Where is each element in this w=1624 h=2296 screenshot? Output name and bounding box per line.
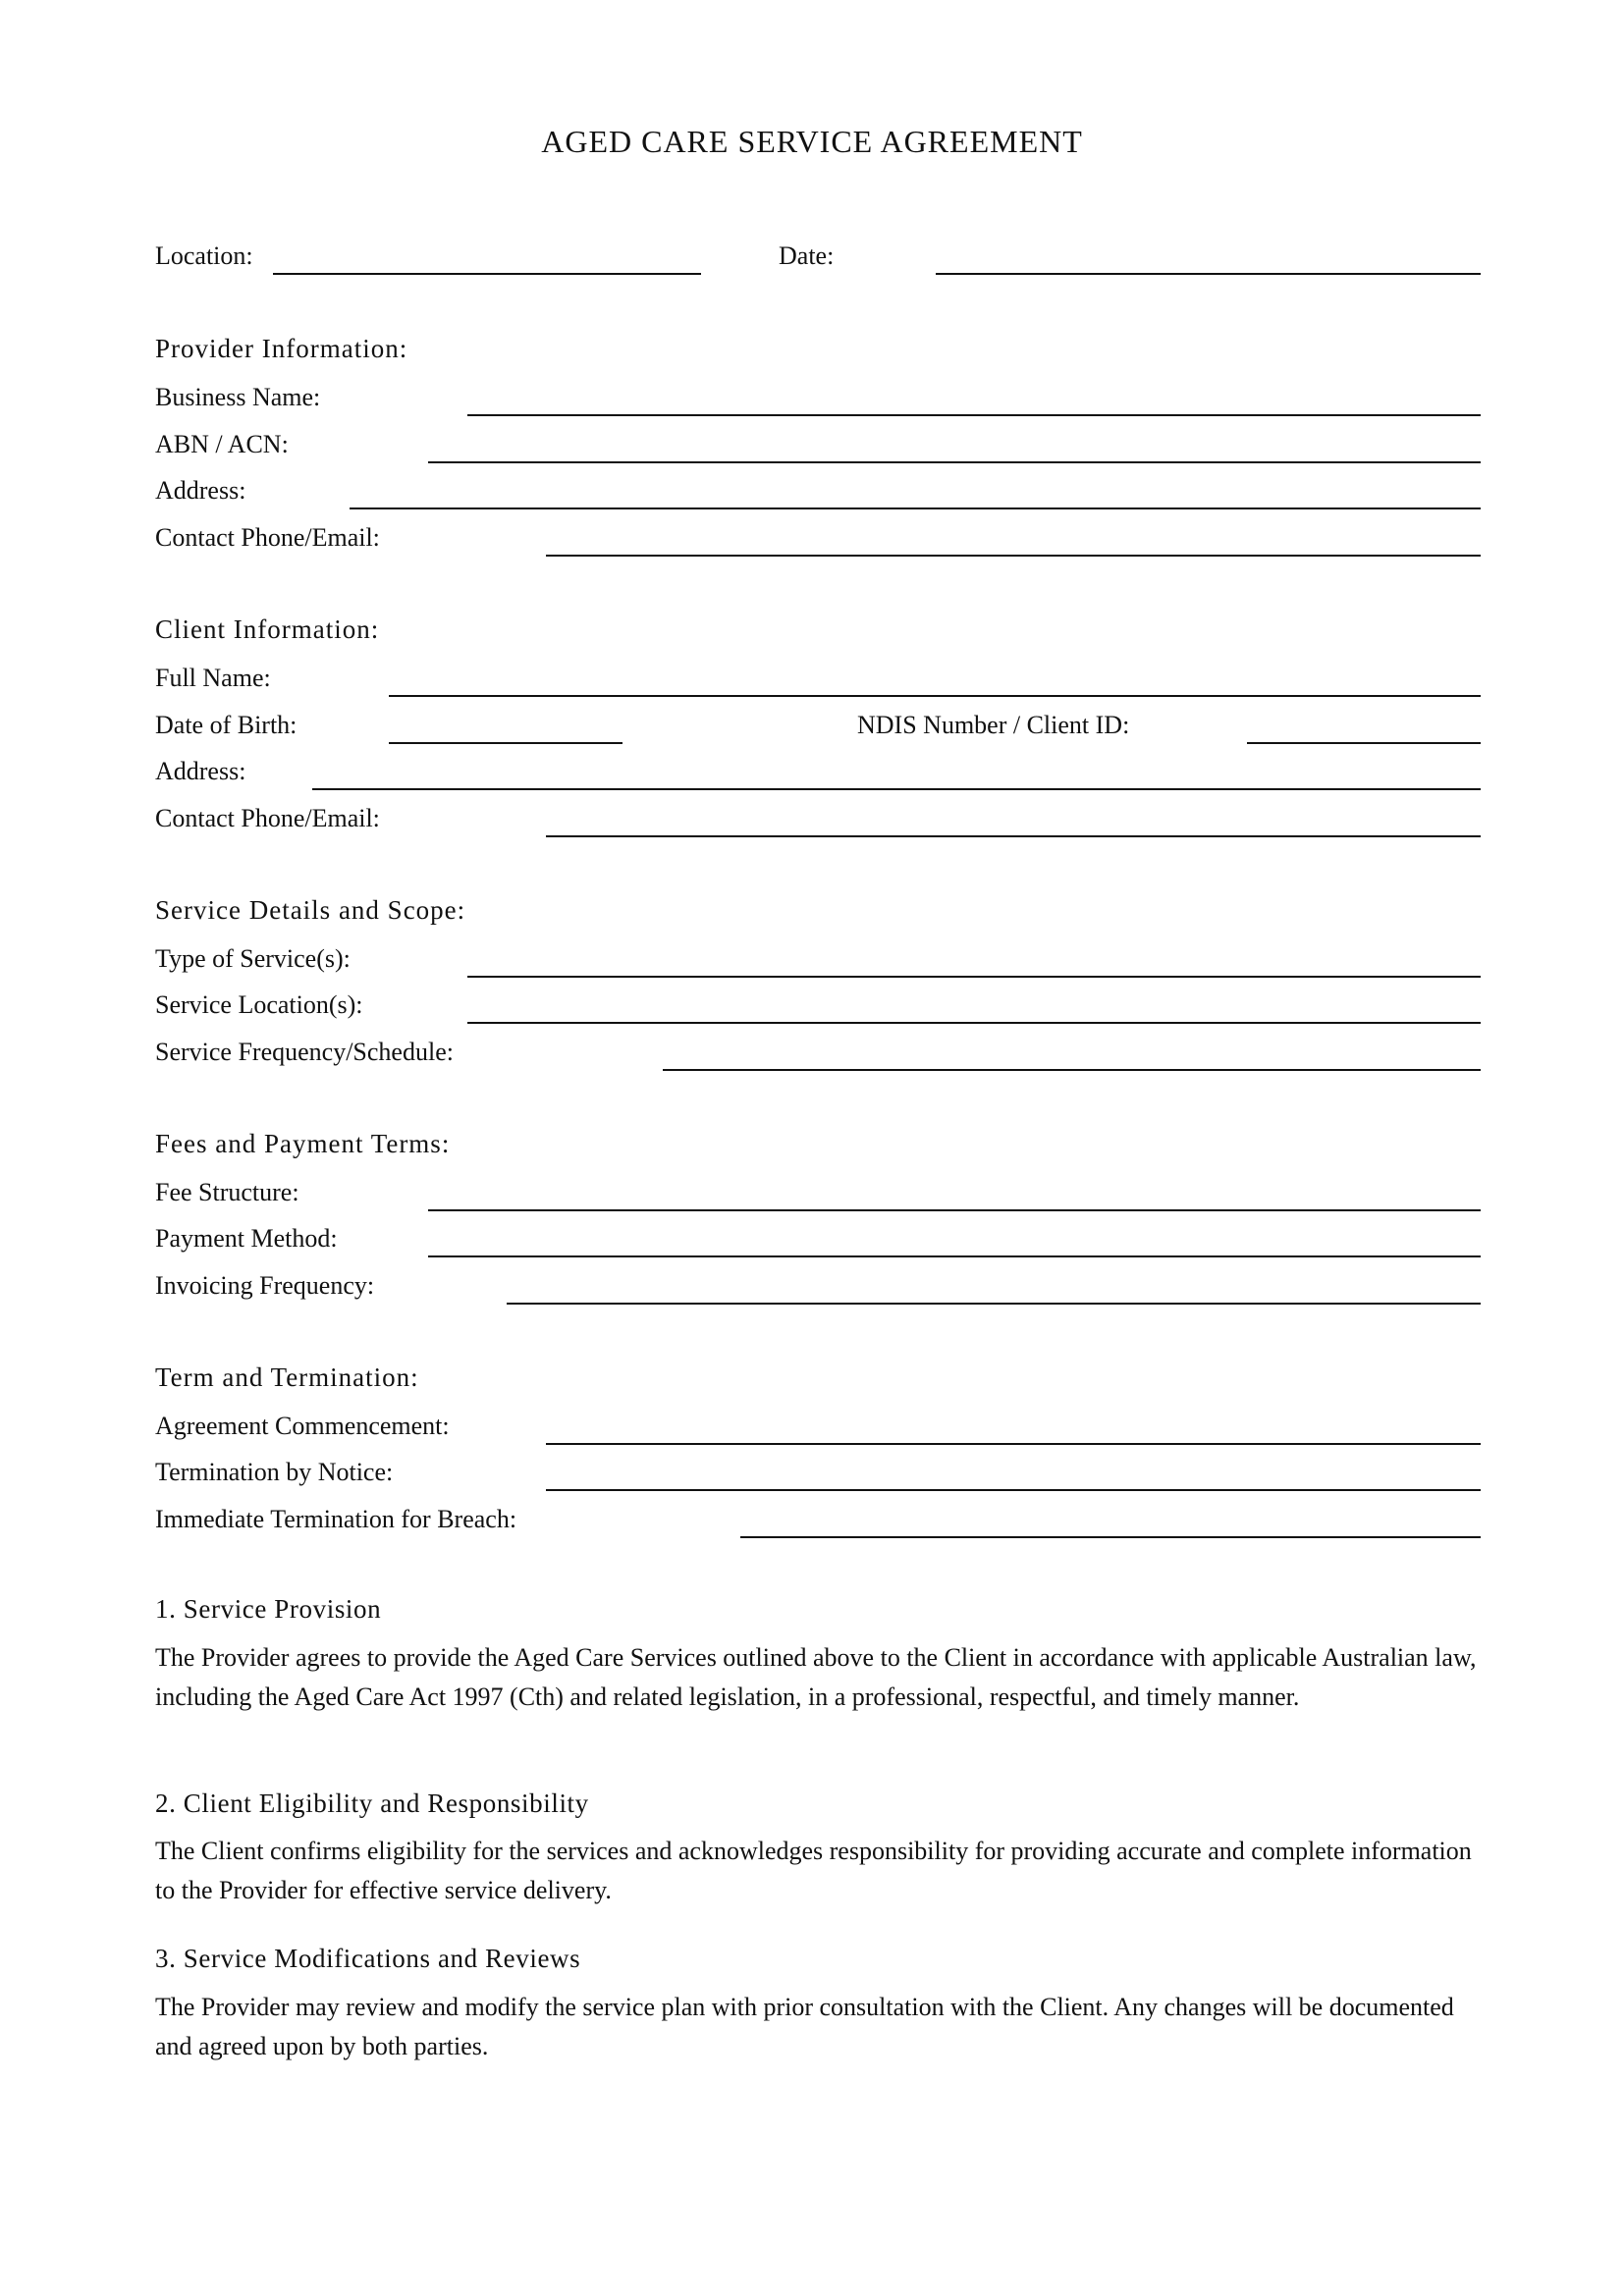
client-address-label: Address:	[155, 757, 246, 785]
abn-row	[0, 428, 1624, 475]
service-location-field[interactable]	[467, 1022, 1481, 1024]
client-address-row	[0, 755, 1624, 802]
payment-method-field[interactable]	[428, 1255, 1481, 1257]
clause-1-title: 1. Service Provision	[155, 1594, 382, 1624]
client-contact-row	[0, 802, 1624, 849]
service-type-field[interactable]	[467, 976, 1481, 978]
service-location-row	[0, 988, 1624, 1036]
fee-structure-label: Fee Structure:	[155, 1178, 299, 1206]
service-type-row	[0, 942, 1624, 989]
ndis-field[interactable]	[1247, 742, 1481, 744]
provider-address-label: Address:	[155, 476, 246, 505]
client-contact-field[interactable]	[546, 835, 1481, 837]
commencement-row	[0, 1410, 1624, 1457]
breach-label: Immediate Termination for Breach:	[155, 1505, 517, 1533]
fee-structure-field[interactable]	[428, 1209, 1481, 1211]
notice-label: Termination by Notice:	[155, 1458, 394, 1486]
service-heading: Service Details and Scope:	[155, 895, 466, 925]
business-name-field[interactable]	[467, 414, 1481, 416]
invoicing-field[interactable]	[507, 1303, 1481, 1305]
client-address-field[interactable]	[312, 788, 1481, 790]
payment-method-label: Payment Method:	[155, 1224, 338, 1253]
full-name-label: Full Name:	[155, 664, 271, 692]
notice-row	[0, 1456, 1624, 1503]
clause-1-body: The Provider agrees to provide the Aged Care Services outlined above to the Client in accordance with applicable Australian law, including the Aged Care Act 1997 (Cth) and related legislation, in a professional, respectful, and timely manner.	[155, 1643, 1477, 1711]
dob-label: Date of Birth:	[155, 711, 298, 739]
date-label: Date:	[779, 241, 835, 270]
client-contact-label: Contact Phone/Email:	[155, 804, 380, 832]
abn-label: ABN / ACN:	[155, 430, 289, 458]
provider-contact-field[interactable]	[546, 555, 1481, 557]
clause-2-body: The Client confirms eligibility for the services and acknowledges responsibility for providing accurate and complete information to the Provider for effective service delivery.	[155, 1837, 1472, 1904]
provider-address-field[interactable]	[350, 507, 1481, 509]
commencement-field[interactable]	[546, 1443, 1481, 1445]
service-type-label: Type of Service(s):	[155, 944, 351, 973]
date-field[interactable]	[936, 273, 1481, 275]
notice-field[interactable]	[546, 1489, 1481, 1491]
clause-3-body: The Provider may review and modify the service plan with prior consultation with the Client. Any changes will be documented and agreed upon by both parties.	[155, 1993, 1454, 2060]
provider-address-row	[0, 474, 1624, 521]
provider-contact-label: Contact Phone/Email:	[155, 523, 380, 552]
clause-2-title: 2. Client Eligibility and Responsibility	[155, 1789, 589, 1818]
payment-method-row	[0, 1222, 1624, 1269]
dob-field[interactable]	[389, 742, 623, 744]
full-name-field[interactable]	[389, 695, 1481, 697]
location-date-row	[0, 240, 1624, 287]
abn-field[interactable]	[428, 461, 1481, 463]
location-field[interactable]	[273, 273, 701, 275]
provider-heading: Provider Information:	[155, 334, 408, 363]
breach-field[interactable]	[740, 1536, 1481, 1538]
dob-row	[0, 709, 1624, 756]
business-name-row	[0, 381, 1624, 428]
service-frequency-row	[0, 1036, 1624, 1083]
clause-3-title: 3. Service Modifications and Reviews	[155, 1944, 581, 1973]
fee-structure-row	[0, 1176, 1624, 1223]
breach-row	[0, 1503, 1624, 1550]
fees-heading: Fees and Payment Terms:	[155, 1129, 451, 1158]
client-heading: Client Information:	[155, 614, 380, 644]
ndis-label: NDIS Number / Client ID:	[857, 711, 1130, 739]
business-name-label: Business Name:	[155, 383, 321, 411]
invoicing-row	[0, 1269, 1624, 1316]
page-title: AGED CARE SERVICE AGREEMENT	[541, 124, 1083, 159]
provider-contact-row	[0, 521, 1624, 568]
service-location-label: Service Location(s):	[155, 990, 363, 1019]
commencement-label: Agreement Commencement:	[155, 1412, 450, 1440]
full-name-row	[0, 662, 1624, 709]
service-frequency-label: Service Frequency/Schedule:	[155, 1038, 454, 1066]
term-heading: Term and Termination:	[155, 1362, 419, 1392]
location-label: Location:	[155, 241, 253, 270]
invoicing-label: Invoicing Frequency:	[155, 1271, 375, 1300]
service-frequency-field[interactable]	[663, 1069, 1481, 1071]
